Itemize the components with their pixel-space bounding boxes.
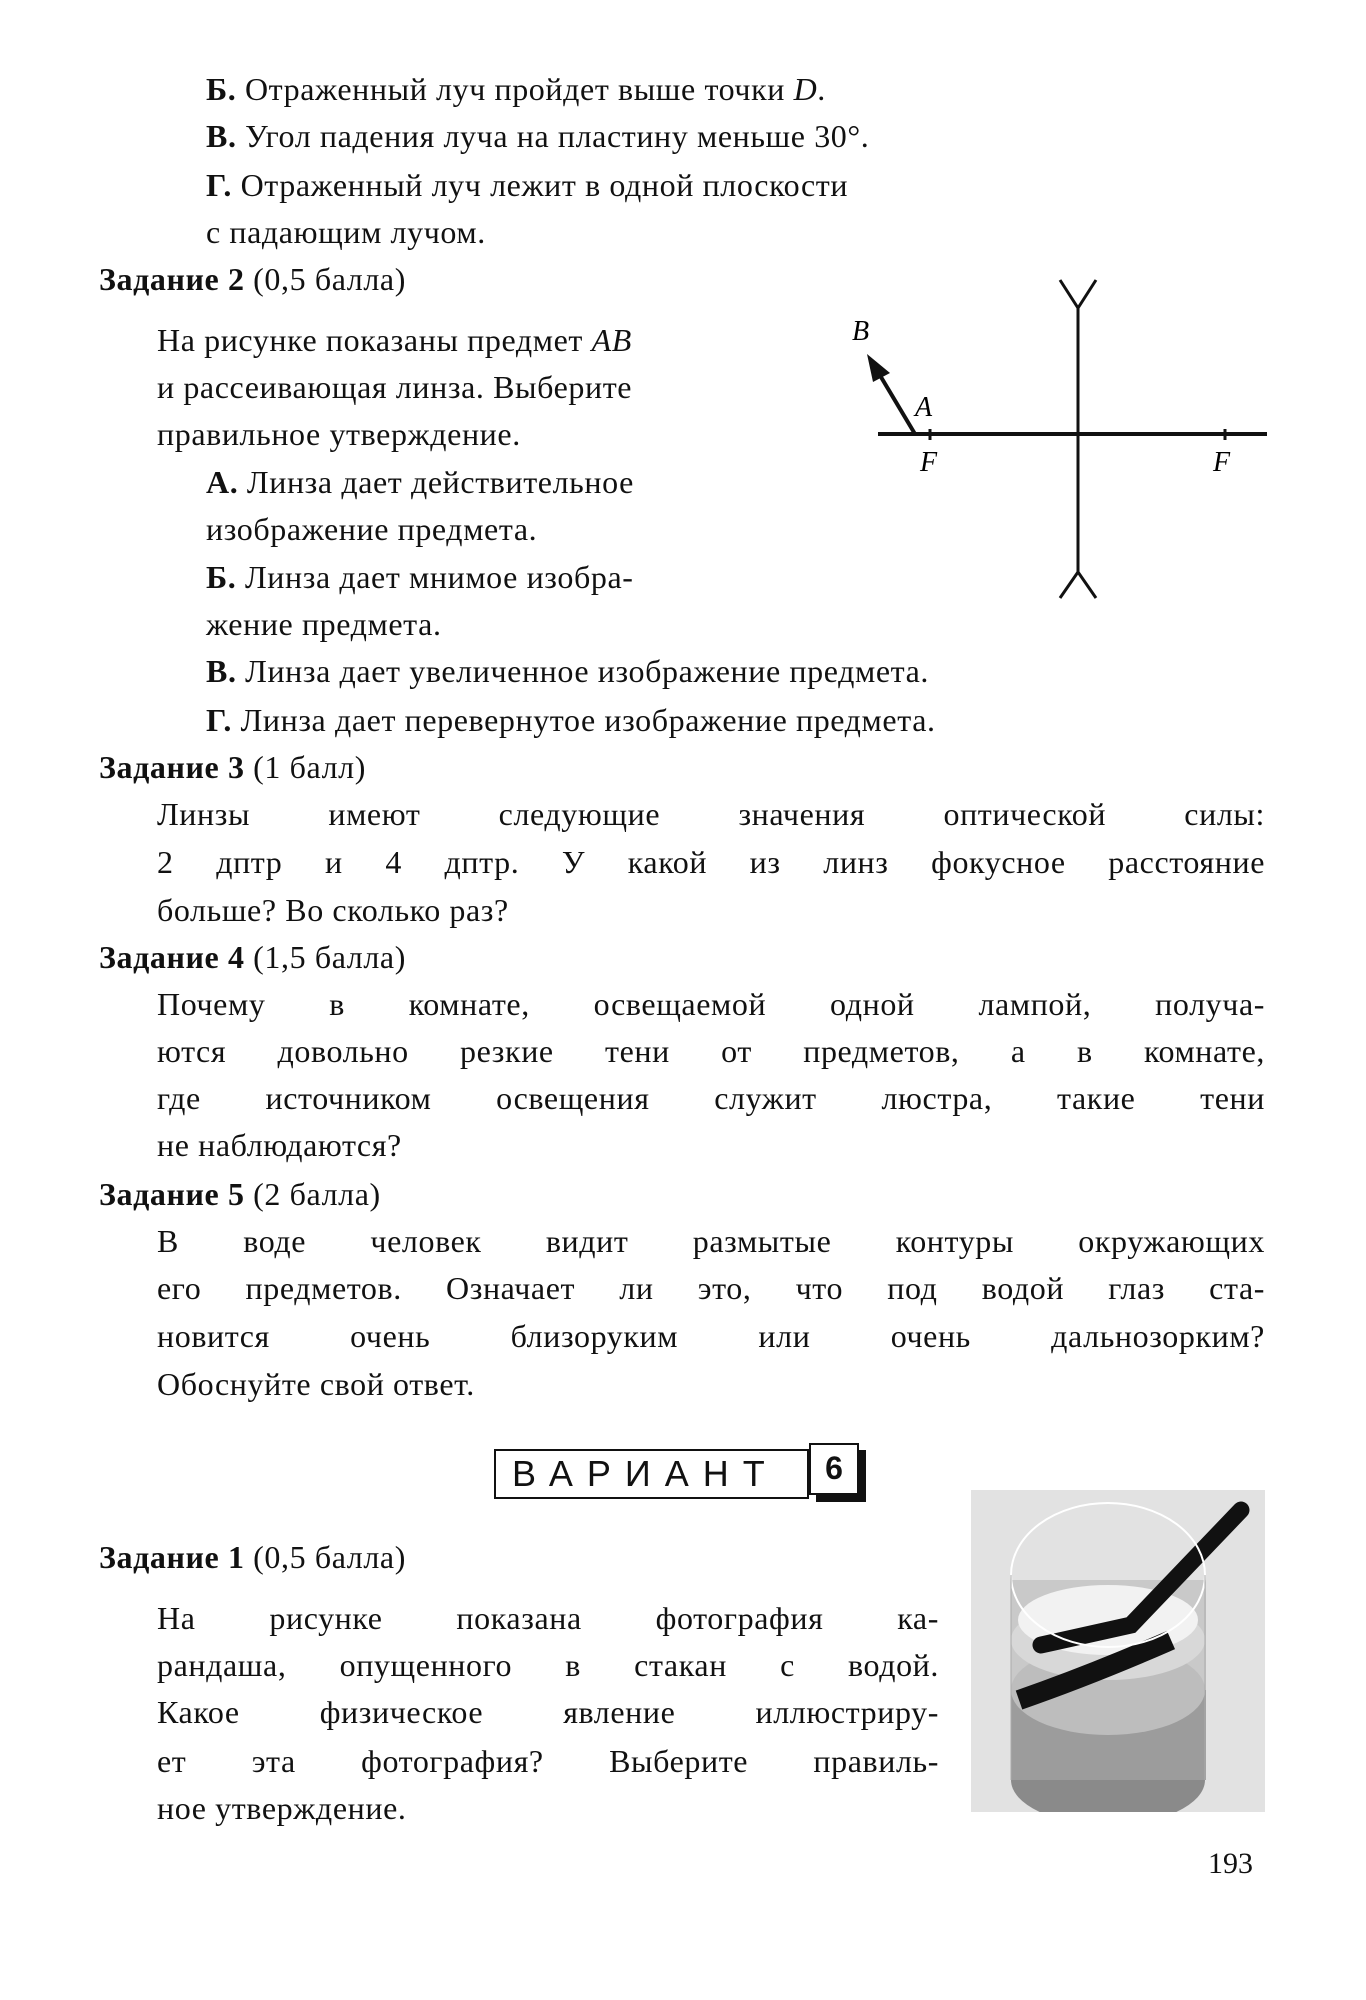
heading-label: Задание 1: [99, 1539, 245, 1575]
points: (1 балл): [253, 749, 366, 785]
task2-line: правильное утверждение.: [157, 416, 521, 452]
task3-line: Линзы имеют следующие значения оптической силы:: [157, 796, 1265, 832]
task3-heading: [99, 747, 366, 787]
glass-image: [971, 1490, 1265, 1812]
v6-task1-line: рандаша, опущенного в стакан с водой.: [157, 1647, 939, 1683]
option-g: [206, 165, 848, 205]
option-letter: Б.: [206, 71, 237, 107]
lens-bottom-arrow: [1060, 572, 1096, 598]
v6-task1-line: ное утверждение.: [157, 1790, 407, 1826]
variant-title: ВАРИАНТ: [494, 1449, 809, 1499]
option-text: Отраженный луч лежит в одной плоскости: [240, 167, 849, 203]
option-v: [206, 116, 869, 156]
task2-option-v: [206, 651, 929, 691]
option-text: Отраженный луч пройдет выше точки: [244, 71, 794, 107]
variant-number: 6: [809, 1443, 859, 1495]
object-ab: [878, 372, 915, 434]
label-f-right: F: [1213, 447, 1231, 478]
task2-line: и рассеивающая линза. Выберите: [157, 369, 633, 405]
task2-line: [157, 320, 632, 360]
task4-line: где источником освещения служит люстра, такие тени: [157, 1080, 1265, 1116]
object-arrowhead: [867, 354, 890, 382]
option-letter: В.: [206, 653, 237, 689]
points: (2 балла): [253, 1176, 381, 1212]
label-b: B: [852, 316, 870, 347]
option-text: Линза дает перевернутое изображение предмета.: [240, 702, 936, 738]
v6-task1-line: ет эта фотография? Выберите правиль-: [157, 1743, 939, 1779]
punct: .: [817, 71, 826, 107]
task2-option-a: [206, 462, 634, 502]
option-letter: Б.: [206, 559, 237, 595]
option-text-cont: изображение предмета.: [206, 511, 538, 547]
option-letter: Г.: [206, 702, 232, 738]
option-b: [206, 69, 826, 109]
option-text-cont: с падающим лучом.: [206, 214, 486, 250]
option-text: Линза дает действительное: [246, 464, 634, 500]
text: На рисунке показаны предмет: [157, 322, 592, 358]
option-letter: В.: [206, 118, 237, 154]
task5-line: Обоснуйте свой ответ.: [157, 1366, 475, 1402]
lens-top-arrow: [1060, 280, 1096, 308]
heading-label: Задание 3: [99, 749, 245, 785]
label-a: A: [915, 392, 933, 423]
var-d: D: [793, 71, 818, 107]
points: (1,5 балла): [253, 939, 406, 975]
task2-heading: [99, 259, 406, 299]
task3-line: 2 дптр и 4 дптр. У какой из линз фокусное расстояние: [157, 844, 1265, 880]
task4-line: ются довольно резкие тени от предметов, а в комнате,: [157, 1033, 1265, 1069]
pencil-in-glass-photo: [971, 1490, 1265, 1812]
option-letter: Г.: [206, 167, 232, 203]
v6-task1-heading: [99, 1537, 406, 1577]
option-text: Угол падения луча на пластину меньше 30°.: [245, 118, 870, 154]
option-letter: А.: [206, 464, 239, 500]
page-number: 193: [1208, 1847, 1253, 1880]
task2-option-g: [206, 700, 936, 740]
task4-line: не наблюдаются?: [157, 1127, 402, 1163]
option-text-cont: жение предмета.: [206, 606, 442, 642]
task5-line: новится очень близоруким или очень дальнозорким?: [157, 1318, 1265, 1354]
v6-task1-line: На рисунке показана фотография ка-: [157, 1600, 939, 1636]
points: (0,5 балла): [253, 1539, 406, 1575]
task4-heading: [99, 937, 406, 977]
task5-line: его предметов. Означает ли это, что под водой глаз ста-: [157, 1270, 1265, 1306]
option-text: Линза дает мнимое изобра-: [244, 559, 634, 595]
heading-label: Задание 4: [99, 939, 245, 975]
points: (0,5 балла): [253, 261, 406, 297]
task4-line: Почему в комнате, освещаемой одной лампой, получа-: [157, 986, 1265, 1022]
diverging-lens-figure: [850, 260, 1280, 610]
task5-heading: [99, 1174, 381, 1214]
heading-label: Задание 5: [99, 1176, 245, 1212]
option-text: Линза дает увеличенное изображение предмета.: [245, 653, 930, 689]
heading-label: Задание 2: [99, 261, 245, 297]
label-f-left: F: [920, 447, 938, 478]
var-ab: AB: [591, 322, 632, 358]
v6-task1-line: Какое физическое явление иллюстриру-: [157, 1694, 939, 1730]
task3-line: больше? Во сколько раз?: [157, 892, 509, 928]
task5-line: В воде человек видит размытые контуры окружающих: [157, 1223, 1265, 1259]
task2-option-b: [206, 557, 634, 597]
